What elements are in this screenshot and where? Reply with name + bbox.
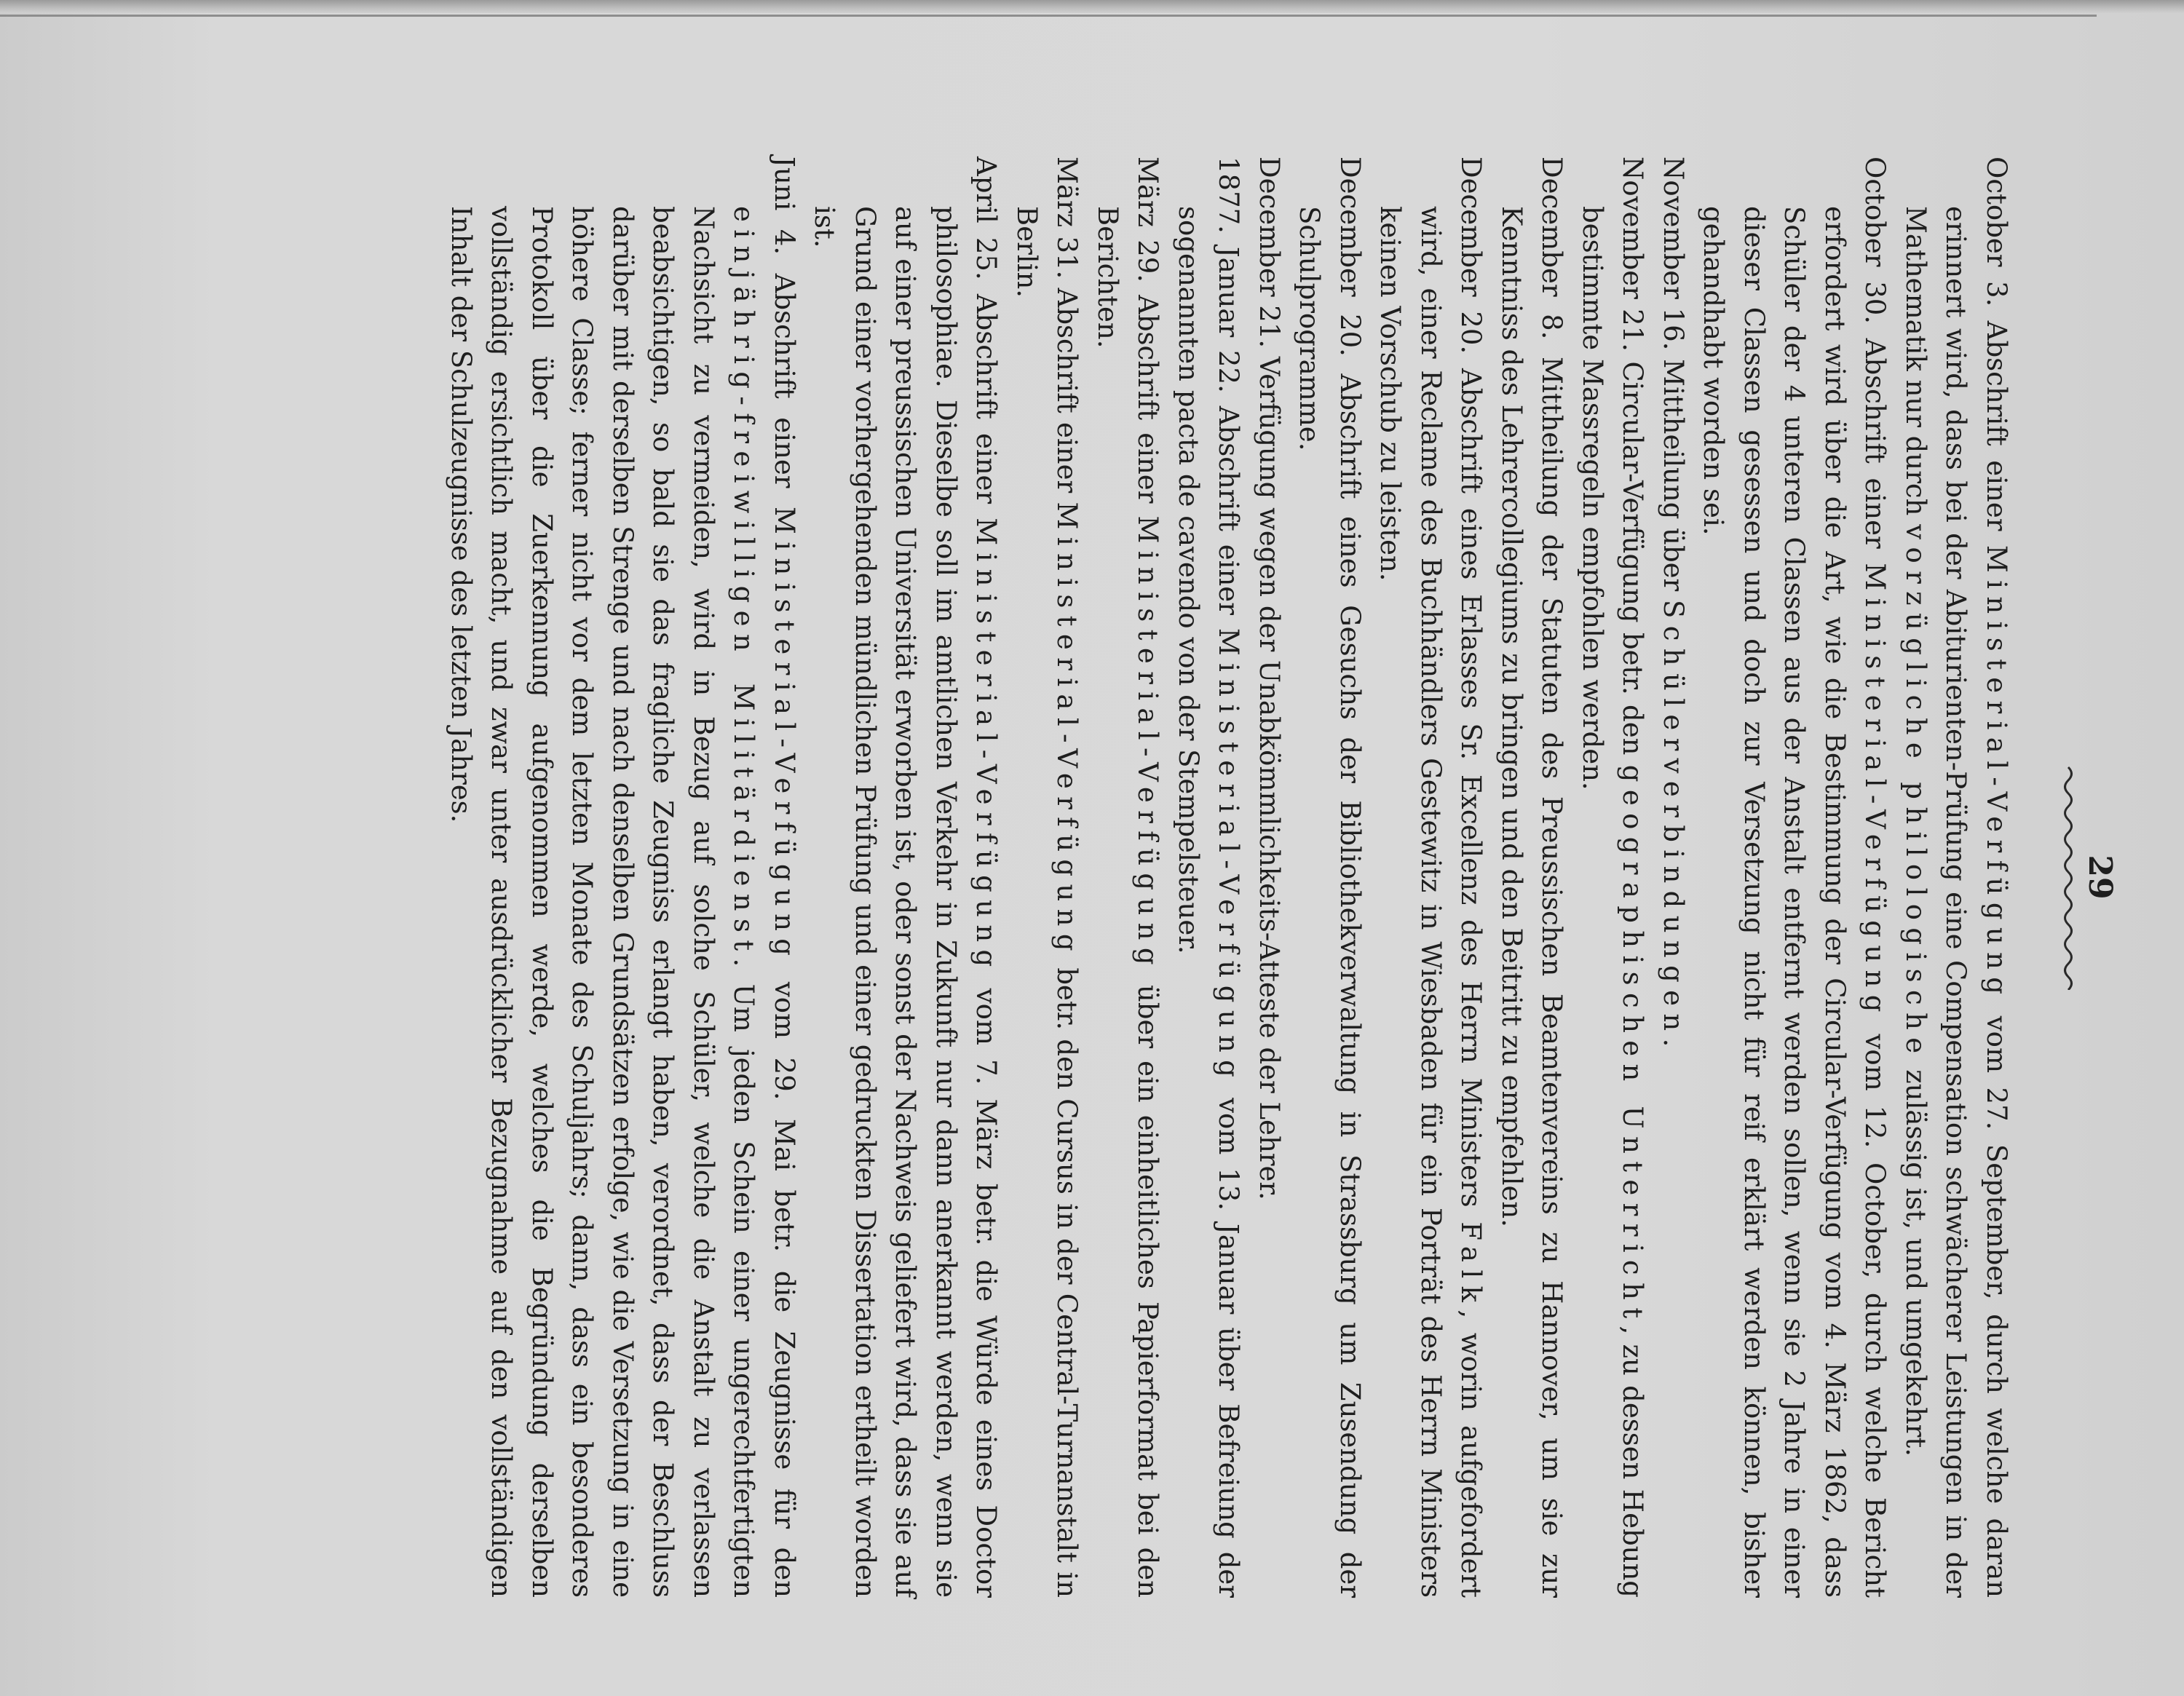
spaced-emphasis-text: einjährig-freiwilligen Militärdienst <box>728 206 760 959</box>
entry-item <box>1249 156 1290 1598</box>
spaced-emphasis-text: Falk <box>1455 1221 1487 1310</box>
entry-text: . Um jeden Schein einer ungerechtfertigten Nachsicht zu vermeiden, wird in Bezug auf solche Schüler, welche die Anstalt zu verlassen beabsichtigen, so bald sie das fragliche Zeugniss erlangt haben, verordnet, dass der Beschluss darüber mit derselben Strenge und nach denselben Grundsätzen erfolge, wie die Versetzung in eine höhere Classe; ferner nicht vor dem letzten Monate des Schuljahrs; dann, dass ein besonderes Protokoll über die Zuerkennung aufgenommen werde, welches die Begründung derselben vollständig ersichtlich macht, und zwar unter ausdrücklicher Bezugnahme auf den vollständigen Inhalt der Schulzeugnisse des letzten Jahres. <box>446 206 760 1598</box>
entry-date: Juni 4. <box>769 156 800 255</box>
entry-item <box>1572 156 1653 1598</box>
entry-text: Abschrift einer <box>1859 324 1891 563</box>
spaced-emphasis-text: Ministerial-Verfügung <box>970 518 1002 975</box>
entry-item <box>1370 156 1492 1598</box>
scan-top-edge <box>0 0 2184 13</box>
entry-text: . <box>1658 1038 1689 1047</box>
rotated-document-page <box>306 156 2118 1598</box>
entry-text: Mittheilung der Statuten des Preussischen Beamtenvereins zu Hannover, um sie zur Kenntniss des Lehrercollegiums zu bringen und den Beitritt zu empfehlen. <box>1496 206 1568 1598</box>
entry-text: Mittheilung über <box>1658 350 1689 600</box>
entry-date: October 3. <box>1981 156 2012 307</box>
entry-item <box>1007 156 1088 1598</box>
entry-text: Abschrift einer <box>970 280 1002 518</box>
entry-item <box>1088 156 1168 1598</box>
entry-item <box>1653 156 1694 1598</box>
entry-text: über ein einheitliches Papierformat bei den Berichten. <box>1092 206 1164 1598</box>
entry-item <box>1289 156 1370 1598</box>
entry-item <box>1492 156 1572 1598</box>
entry-text: Verfügung wegen der Unabkömmlichkeits-Atteste der Lehrer. <box>1254 348 1285 1200</box>
entry-text: Abschrift eines Erlasses Sr. Excellenz des Herrn Ministers <box>1455 354 1487 1222</box>
entry-text: zulässig ist, und umgekehrt. <box>1900 1061 1931 1457</box>
entry-date: November 16. <box>1658 156 1689 351</box>
spaced-emphasis-text: Ministerial-Verfügung <box>1051 502 1083 959</box>
entry-date: April 25. <box>970 156 1002 280</box>
entry-item <box>1693 156 1896 1598</box>
entry-text: Abschrift einer <box>1213 392 1245 628</box>
spaced-emphasis-text: Schülerverbindungen <box>1658 600 1689 1039</box>
entry-text: , worin aufgefordert wird, einer Reclame des Buchhändlers Gestewitz in Wiesbaden für ein Porträt des Herrn Ministers keinen Vorschub zu leisten. <box>1374 206 1487 1598</box>
spaced-emphasis-text: Ministerial-Verfügung <box>1132 515 1164 972</box>
spaced-emphasis-text: Ministerial-Verfügung <box>769 506 800 964</box>
entry-date: December 20. <box>1334 156 1366 357</box>
spaced-emphasis-text: Ministerial-Verfügung <box>1859 563 1891 1020</box>
entry-item <box>1168 156 1249 1598</box>
entry-text: betr. den Cursus in der Central-Turnanstalt in Berlin. <box>1011 206 1083 1598</box>
spaced-emphasis-text: vorzügliche philologische <box>1900 524 1931 1061</box>
entry-date: December 20. <box>1455 156 1487 354</box>
entry-date: März 31. <box>1051 156 1083 280</box>
entry-item <box>441 156 805 1598</box>
entry-date: December 21. <box>1254 156 1285 349</box>
entry-text: Abschrift eines Gesuchs der Bibliothekverwaltung in Strassburg um Zusendung der Schulprogramme. <box>1294 206 1366 1598</box>
spaced-emphasis-text: Ministerial-Verfügung <box>1213 627 1245 1085</box>
entry-date: October 30. <box>1859 156 1891 325</box>
entry-item <box>804 156 1007 1598</box>
entry-text: Circular-Verfügung betr. den <box>1617 351 1649 765</box>
entry-text: vom 13. Januar über Befreiung der sogenannten pacta de cavendo von der Stempelsteuer. <box>1173 206 1245 1598</box>
entry-text: vom 7. März betr. die Würde eines Doctor philosophiae. Dieselbe soll im amtlichen Verkehr in Zukunft nur dann anerkannt werden, wenn sie auf einer preussischen Universität erworben ist, oder sonst der Nachweis geliefert wird, dass sie auf Grund einer vorhergehenden mündlichen Prüfung und einer gedruckten Dissertation ertheilt worden ist. <box>809 206 1002 1598</box>
page-number: 29 <box>2081 855 2118 900</box>
entry-date: März 29. <box>1132 156 1164 283</box>
entry-text: Abschrift einer <box>1981 306 2012 545</box>
scan-edge-line <box>0 15 2097 17</box>
entry-date: December 8. <box>1536 156 1568 340</box>
decorative-flourish <box>2060 764 2076 990</box>
entry-date: 1877. Januar 22. <box>1213 156 1245 393</box>
entry-text: Abschrift einer <box>769 255 800 507</box>
entry-text: Abschrift einer <box>1051 279 1083 502</box>
entry-item <box>1896 156 2017 1598</box>
entry-text: vom 12. October, durch welche Bericht erfordert wird über die Art, wie die Bestimmung der Circular-Verfügung vom 4. März 1862, dass Schüler der 4 unteren Classen aus der Anstalt entfernt werden sollen, wenn sie 2 Jahre in einer dieser Classen gesessen und doch zur Versetzung nicht für reif erklärt werden können, bisher gehandhabt worden sei. <box>1698 206 1891 1598</box>
spaced-emphasis-text: Ministerial-Verfügung <box>1981 544 2012 1002</box>
entry-text: , zu dessen Hebung bestimmte Massregeln empfohlen werden. <box>1577 206 1649 1598</box>
spaced-emphasis-text: geographischen Unterricht <box>1617 764 1649 1326</box>
entry-text: vom 29. Mai betr. die Zeugnisse für den <box>769 963 800 1598</box>
entry-date: November 21. <box>1617 156 1649 352</box>
entry-list <box>441 156 2017 1598</box>
entry-text: Abschrift einer <box>1132 282 1164 516</box>
entry-text: vom 27. September, durch welche daran erinnert wird, dass bei der Abiturienten-Prüfung eine Compensation schwächerer Leistungen in der Mathematik nur durch <box>1900 206 2012 1598</box>
